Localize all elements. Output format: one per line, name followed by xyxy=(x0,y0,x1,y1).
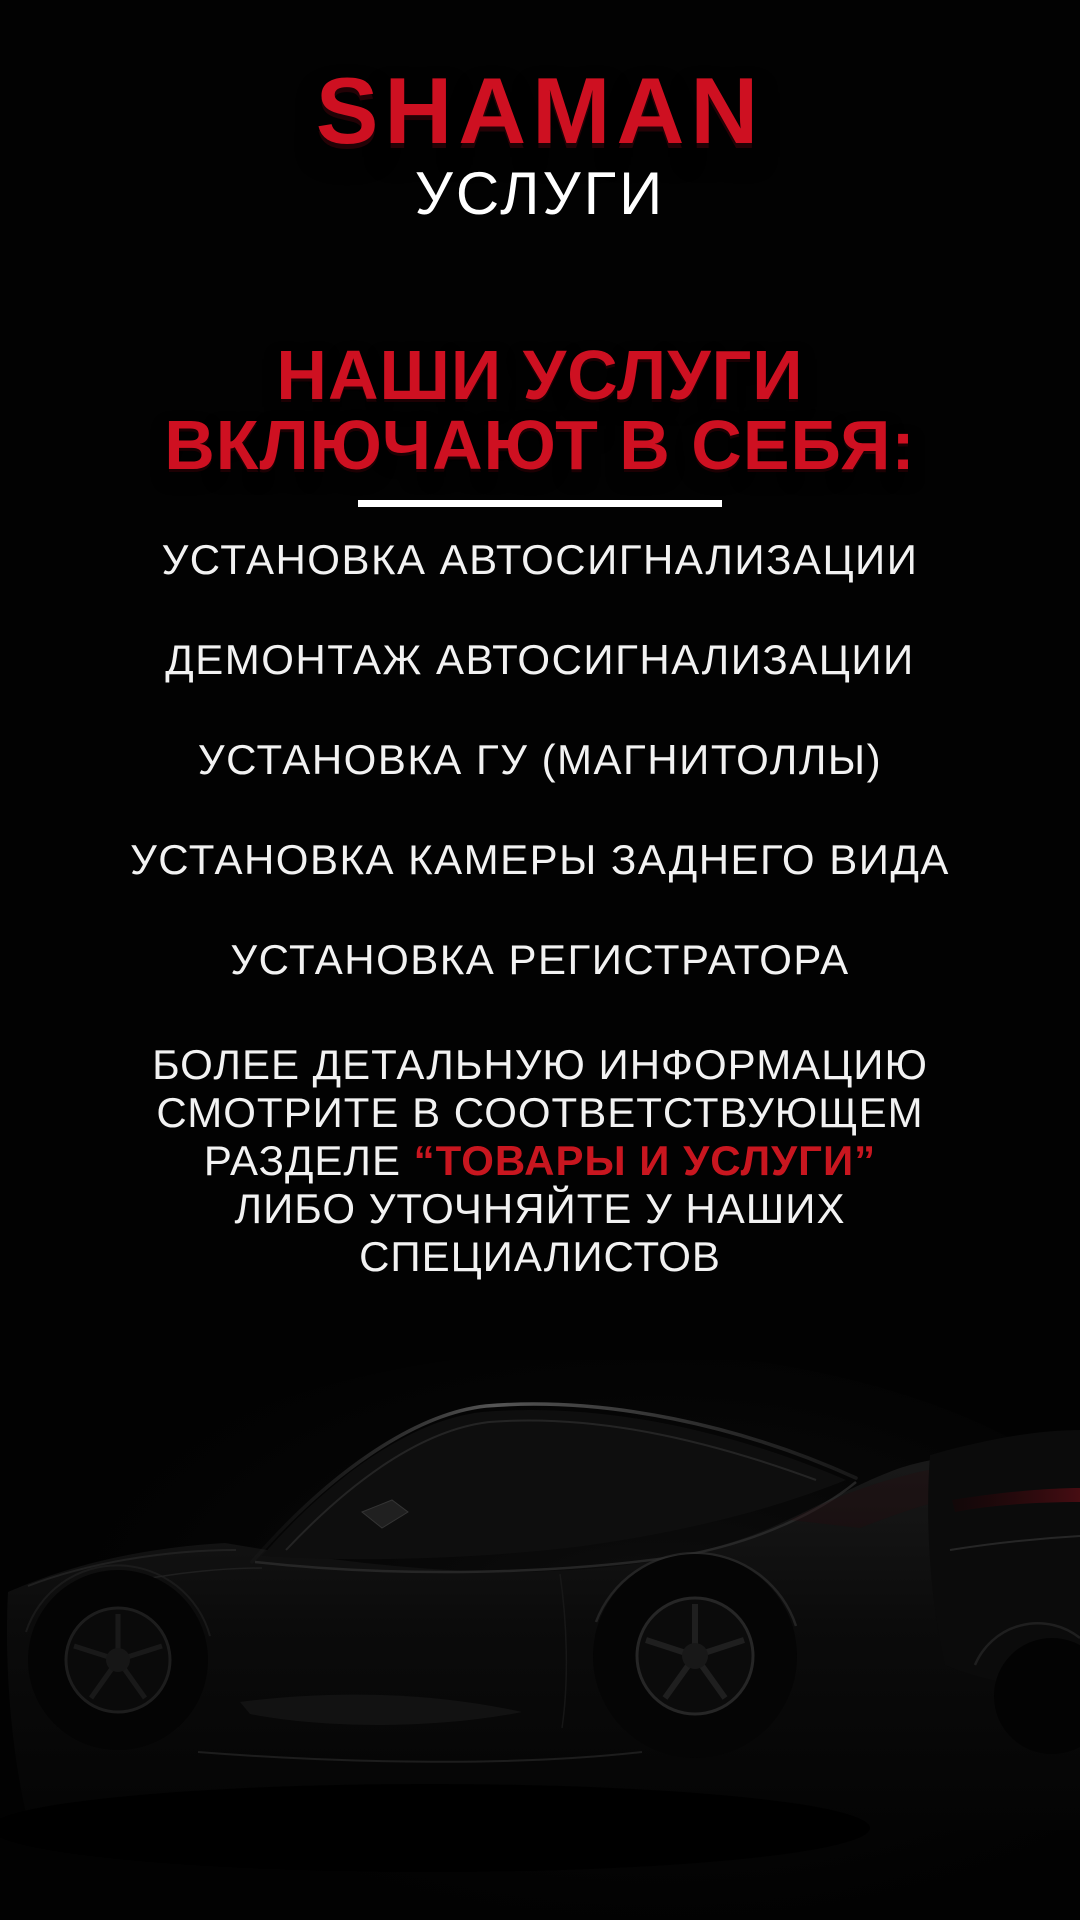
heading-line-2: ВКЛЮЧАЮТ В СЕБЯ: xyxy=(164,406,916,484)
note-line-4: ЛИБО УТОЧНЯЙТЕ У НАШИХ xyxy=(234,1185,846,1232)
brand-name: SHAMAN xyxy=(315,58,765,163)
service-item: УСТАНОВКА КАМЕРЫ ЗАДНЕГО ВИДА xyxy=(130,836,950,883)
service-item: УСТАНОВКА ГУ (МАГНИТОЛЛЫ) xyxy=(197,736,883,783)
section-heading xyxy=(0,336,1080,484)
brand-subtitle: УСЛУГИ xyxy=(414,160,666,227)
note-text xyxy=(40,1041,1040,1281)
note-line-3-prefix: РАЗДЕЛЕ xyxy=(203,1137,414,1184)
note-line-1: БОЛЕЕ ДЕТАЛЬНУЮ ИНФОРМАЦИЮ xyxy=(152,1041,928,1088)
car-silhouette-image xyxy=(0,1360,1080,1920)
services-list xyxy=(0,536,1080,983)
car-rear-wheel xyxy=(593,1553,797,1758)
service-item: ДЕМОНТАЖ АВТОСИГНАЛИЗАЦИИ xyxy=(165,636,915,683)
note-goods-services-highlight: “ТОВАРЫ И УСЛУГИ” xyxy=(413,1137,877,1184)
note-line-2: СМОТРИТЕ В СООТВЕТСТВУЮЩЕМ xyxy=(156,1089,924,1136)
brand-logo xyxy=(0,0,1080,227)
note-line-5: СПЕЦИАЛИСТОВ xyxy=(359,1233,721,1280)
heading-line-1: НАШИ УСЛУГИ xyxy=(276,336,804,414)
heading-underline xyxy=(358,500,722,507)
ground-shadow xyxy=(0,1784,870,1872)
service-item: УСТАНОВКА АВТОСИГНАЛИЗАЦИИ xyxy=(161,536,919,583)
note-line-3 xyxy=(40,1137,1040,1185)
service-item: УСТАНОВКА РЕГИСТРАТОРА xyxy=(230,936,850,983)
